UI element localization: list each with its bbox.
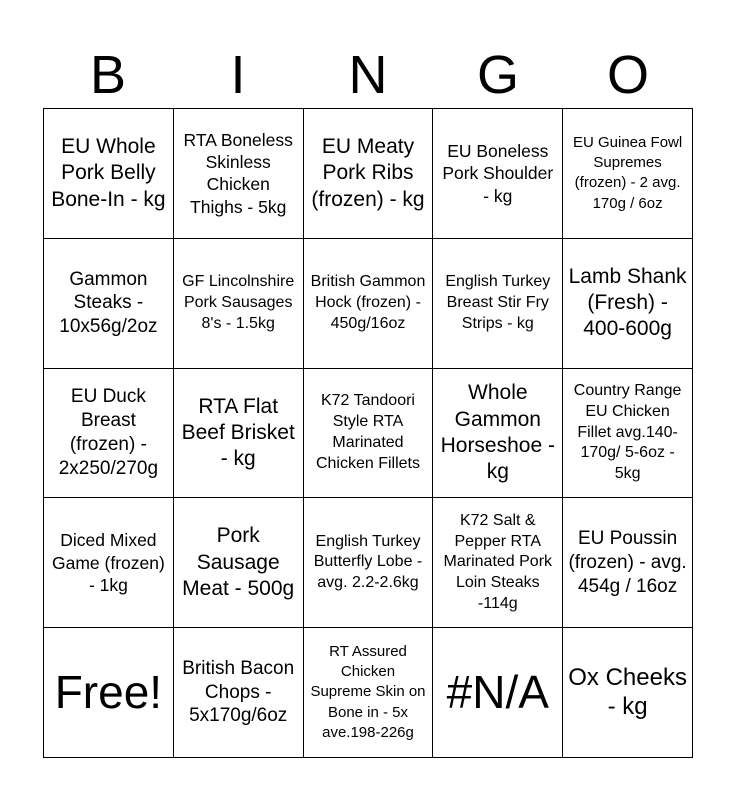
bingo-cell-r1c2[interactable] [174, 109, 304, 239]
bingo-cell-r5c3[interactable] [304, 628, 434, 758]
bingo-cell-r2c4[interactable] [433, 239, 563, 369]
cell-text: EU Guinea Fowl Supremes (frozen) - 2 avg. 170g / 6oz [572, 133, 683, 212]
bingo-cell-r2c1[interactable] [44, 239, 174, 369]
cell-text: Diced Mixed Game (frozen) - 1kg [51, 530, 165, 595]
cell-text: #N/A [446, 666, 549, 719]
bingo-cell-r4c4[interactable] [433, 498, 563, 628]
header-letter-o: O [606, 45, 649, 105]
cell-text: EU Whole Pork Belly Bone-In - kg [51, 135, 166, 211]
cell-text: GF Lincolnshire Pork Sausages 8's - 1.5kg [182, 273, 295, 332]
bingo-cell-r1c4[interactable] [433, 109, 563, 239]
bingo-cell-r3c1[interactable] [44, 369, 174, 499]
bingo-cell-r5c4[interactable] [433, 628, 563, 758]
bingo-cell-r1c5[interactable] [563, 109, 693, 239]
header-letter-b: B [89, 45, 127, 105]
bingo-cell-r3c4[interactable] [433, 369, 563, 499]
cell-text: British Bacon Chops - 5x170g/6oz [182, 657, 295, 727]
cell-text: Ox Cheeks - kg [568, 663, 687, 720]
free-space-label: Free! [54, 666, 163, 719]
header-letter-n: N [348, 45, 388, 105]
bingo-cell-r2c3[interactable] [304, 239, 434, 369]
bingo-cell-r3c3[interactable] [304, 369, 434, 499]
cell-text: EU Meaty Pork Ribs (frozen) - kg [311, 135, 425, 211]
cell-text: Country Range EU Chicken Fillet avg.140-170g/ 5-6oz - 5kg [573, 382, 682, 483]
cell-text: K72 Salt & Pepper RTA Marinated Pork Loin Steaks -114g [443, 511, 553, 612]
bingo-cell-r2c5[interactable] [563, 239, 693, 369]
bingo-cell-r3c2[interactable] [174, 369, 304, 499]
bingo-cell-r4c2[interactable] [174, 498, 304, 628]
cell-text: RTA Boneless Skinless Chicken Thighs - 5kg [183, 129, 293, 217]
cell-text: EU Poussin (frozen) - avg. 454g / 16oz [568, 528, 687, 597]
bingo-cell-free[interactable] [44, 628, 174, 758]
bingo-cell-r4c3[interactable] [304, 498, 434, 628]
cell-text: K72 Tandoori Style RTA Marinated Chicken Fillets [315, 392, 420, 472]
bingo-header [43, 42, 693, 108]
bingo-cell-r1c1[interactable] [44, 109, 174, 239]
bingo-board [43, 108, 693, 758]
bingo-cell-r5c2[interactable] [174, 628, 304, 758]
cell-text: EU Duck Breast (frozen) - 2x250/270g [58, 386, 159, 479]
cell-text: Whole Gammon Horseshoe - kg [440, 381, 555, 484]
header-letter-g: G [476, 45, 519, 105]
cell-text: British Gammon Hock (frozen) - 450g/16oz [310, 273, 426, 332]
bingo-cell-r2c2[interactable] [174, 239, 304, 369]
cell-text: RTA Flat Beef Brisket - kg [181, 394, 295, 471]
bingo-cell-r3c5[interactable] [563, 369, 693, 499]
cell-text: Gammon Steaks - 10x56g/2oz [59, 268, 158, 338]
cell-text: EU Boneless Pork Shoulder - kg [442, 140, 554, 206]
cell-text: English Turkey Breast Stir Fry Strips - kg [445, 273, 551, 332]
cell-text: Pork Sausage Meat - 500g [182, 524, 295, 600]
cell-text: English Turkey Butterfly Lobe - avg. 2.2-2.6kg [313, 532, 423, 592]
bingo-cell-r1c3[interactable] [304, 109, 434, 239]
cell-text: Lamb Shank (Fresh) - 400-600g [568, 264, 687, 341]
bingo-cell-r4c5[interactable] [563, 498, 693, 628]
header-letter-i: I [230, 45, 246, 105]
bingo-cell-r4c1[interactable] [44, 498, 174, 628]
cell-text: RT Assured Chicken Supreme Skin on Bone in - 5x ave.198-226g [310, 642, 426, 741]
bingo-cell-r5c5[interactable] [563, 628, 693, 758]
